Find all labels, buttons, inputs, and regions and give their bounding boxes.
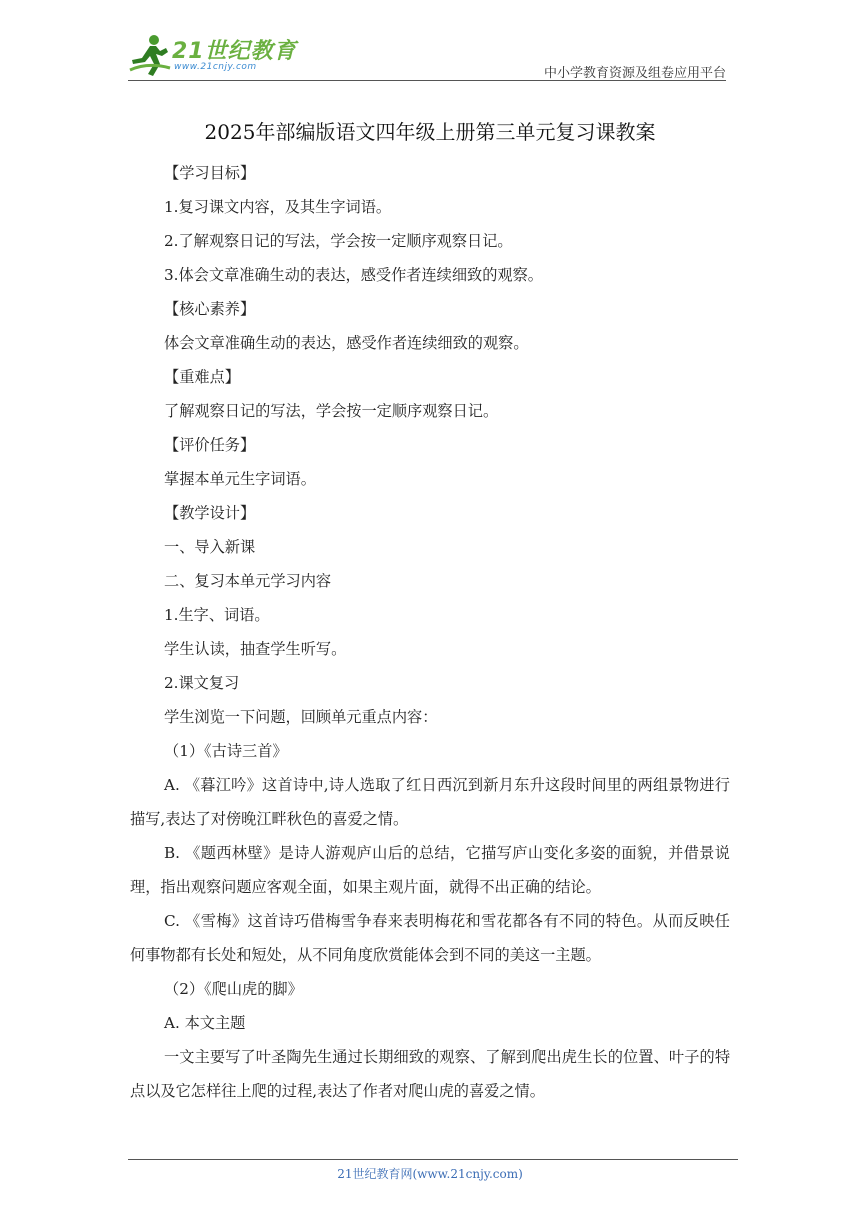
page-header [0,0,860,90]
header-slogan: 中小学教育资源及组卷应用平台 [543,66,726,81]
body-paragraph: 一文主要写了叶圣陶先生通过长期细致的观察、了解到爬出虎生长的位置、叶子的特点以及它怎样往上爬的过程,表达了作者对爬山虎的喜爱之情。 [130,1048,730,1100]
body-paragraph: （2）《爬山虎的脚》 [164,980,303,998]
body-paragraph: 了解观察日记的写法，学会按一定顺序观察日记。 [164,402,499,420]
body-paragraph: 1.复习课文内容，及其生字词语。 [164,198,392,216]
body-paragraph: 二、复习本单元学习内容 [164,572,332,590]
document-body [130,156,730,1108]
body-paragraph: 1.生字、词语。 [164,606,270,624]
body-paragraph: 学生浏览一下问题，回顾单元重点内容： [164,708,438,726]
body-paragraph: 【学习目标】 [164,164,256,182]
body-paragraph: 【教学设计】 [164,504,256,522]
runner-logo-icon [128,32,172,78]
header-divider [128,80,726,81]
site-logo[interactable] [128,32,298,80]
body-paragraph: 学生认读，抽查学生听写。 [164,640,347,658]
body-paragraph: 体会文章准确生动的表达，感受作者连续细致的观察。 [164,334,529,352]
body-paragraph: A. 本文主题 [164,1014,246,1032]
document-title: 2025年部编版语文四年级上册第三单元复习课教案 [204,120,656,144]
body-paragraph: 2.了解观察日记的写法，学会按一定顺序观察日记。 [164,232,513,250]
footer-link[interactable]: 21世纪教育网(www.21cnjy.com) [337,1167,523,1181]
body-paragraph: 3.体会文章准确生动的表达，感受作者连续细致的观察。 [164,266,543,284]
body-paragraph: 2.课文复习 [164,674,240,692]
body-paragraph: 【评价任务】 [164,436,256,454]
logo-url: www.21cnjy.com [174,62,257,72]
body-paragraph: （1）《古诗三首》 [164,742,288,760]
body-paragraph: 掌握本单元生字词语。 [164,470,316,488]
logo-text: 21世纪教育 [172,39,297,64]
footer-divider [128,1159,738,1160]
body-paragraph: A. 《暮江吟》这首诗中,诗人选取了红日西沉到新月东升这段时间里的两组景物进行描写,表达了对傍晚江畔秋色的喜爱之情。 [130,776,730,828]
body-paragraph: C. 《雪梅》这首诗巧借梅雪争春来表明梅花和雪花都各有不同的特色。从而反映任何事物都有长处和短处，从不同角度欣赏能体会到不同的美这一主题。 [130,912,730,964]
body-paragraph: 一、导入新课 [164,538,256,556]
body-paragraph: B. 《题西林壁》是诗人游观庐山后的总结，它描写庐山变化多姿的面貌，并借景说理，指出观察问题应客观全面，如果主观片面，就得不出正确的结论。 [130,844,730,896]
body-paragraph: 【核心素养】 [164,300,256,318]
body-paragraph: 【重难点】 [164,368,240,386]
